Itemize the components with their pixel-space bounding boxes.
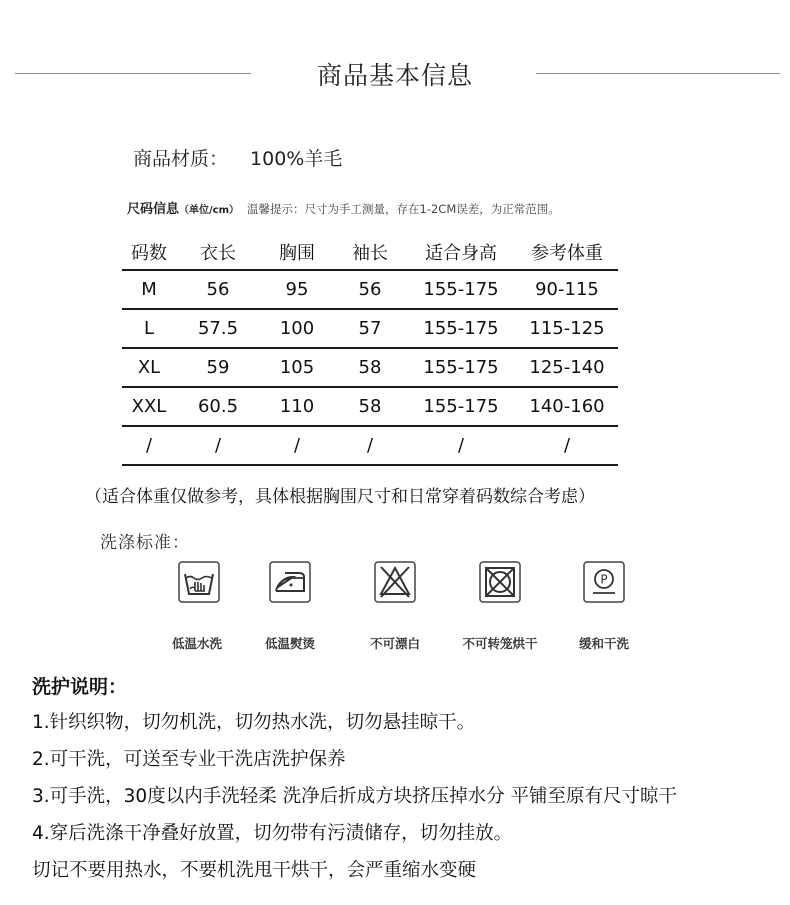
table-cell: 58 [334, 387, 406, 426]
table-cell: 90-115 [516, 270, 618, 309]
table-cell: 57.5 [176, 309, 260, 348]
wash-caption: 低温熨烫 [264, 636, 315, 651]
table-cell: 57 [334, 309, 406, 348]
table-cell: / [122, 426, 176, 465]
table-cell: / [176, 426, 260, 465]
table-cell: 110 [260, 387, 334, 426]
wash-standard-label: 洗涤标准： [100, 533, 190, 553]
size-note: （适合体重仅做参考，具体根据胸围尺寸和日常穿着码数综合考虑） [85, 487, 595, 507]
size-table-header-cell: 参考体重 [516, 235, 618, 270]
table-cell: 56 [334, 270, 406, 309]
care-line: 切记不要用热水，不要机洗甩干烘干，会严重缩水变硬 [32, 860, 477, 881]
low-temp-hand-wash-icon [178, 561, 220, 603]
wash-caption: 缓和干洗 [578, 636, 629, 651]
table-cell: 155-175 [406, 309, 516, 348]
material-value: 100%羊毛 [250, 148, 343, 170]
wash-caption: 低温水洗 [171, 636, 222, 651]
table-cell: 155-175 [406, 270, 516, 309]
size-info-unit: （单位/cm） [179, 205, 240, 216]
table-cell: 115-125 [516, 309, 618, 348]
table-cell: 100 [260, 309, 334, 348]
gentle-dry-clean-icon [583, 561, 625, 603]
care-line: 1.针织织物，切勿机洗，切勿热水洗，切勿悬挂晾干。 [32, 712, 476, 733]
size-info-heading [127, 198, 560, 217]
table-cell: / [260, 426, 334, 465]
table-cell: / [516, 426, 618, 465]
table-cell: 59 [176, 348, 260, 387]
no-bleach-icon [374, 561, 416, 603]
table-cell: L [122, 309, 176, 348]
material-label: 商品材质： [133, 148, 229, 170]
table-cell: 95 [260, 270, 334, 309]
table-cell: 56 [176, 270, 260, 309]
table-cell: 125-140 [516, 348, 618, 387]
size-info-title: 尺码信息 [127, 202, 180, 217]
table-cell: M [122, 270, 176, 309]
table-cell: / [334, 426, 406, 465]
table-cell: 140-160 [516, 387, 618, 426]
care-line: 4.穿后洗涤干净叠好放置，切勿带有污渍储存，切勿挂放。 [32, 823, 513, 844]
table-row [122, 387, 618, 426]
table-cell: 105 [260, 348, 334, 387]
table-row [122, 426, 618, 465]
table-cell: 155-175 [406, 387, 516, 426]
size-table-header-cell: 袖长 [334, 235, 406, 270]
care-line: 2.可干洗，可送至专业干洗店洗护保养 [32, 749, 346, 770]
size-table-header-row [122, 235, 618, 270]
size-table-header-cell: 胸围 [260, 235, 334, 270]
size-table-header-cell: 适合身高 [406, 235, 516, 270]
table-row [122, 348, 618, 387]
wash-caption: 不可转笼烘干 [462, 636, 538, 651]
table-row [122, 309, 618, 348]
table-cell: 60.5 [176, 387, 260, 426]
wash-caption: 不可漂白 [369, 636, 420, 651]
table-cell: XXL [122, 387, 176, 426]
low-temp-iron-icon [269, 561, 311, 603]
svg-text:P: P [600, 572, 608, 587]
size-table [122, 235, 618, 466]
material-row [133, 144, 342, 171]
page-title: 商品基本信息 [316, 61, 473, 90]
size-info-tip: 温馨提示：尺寸为手工测量，存在1-2CM误差，为正常范围。 [247, 202, 560, 216]
table-row [122, 270, 618, 309]
no-tumble-dry-icon [479, 561, 521, 603]
table-cell: 155-175 [406, 348, 516, 387]
size-table-header-cell: 衣长 [176, 235, 260, 270]
table-cell: 58 [334, 348, 406, 387]
care-line: 3.可手洗，30度以内手洗轻柔 洗净后折成方块挤压掉水分 平铺至原有尺寸晾干 [32, 786, 677, 807]
care-title: 洗护说明： [32, 676, 128, 698]
table-cell: XL [122, 348, 176, 387]
table-cell: / [406, 426, 516, 465]
size-table-header-cell: 码数 [122, 235, 176, 270]
